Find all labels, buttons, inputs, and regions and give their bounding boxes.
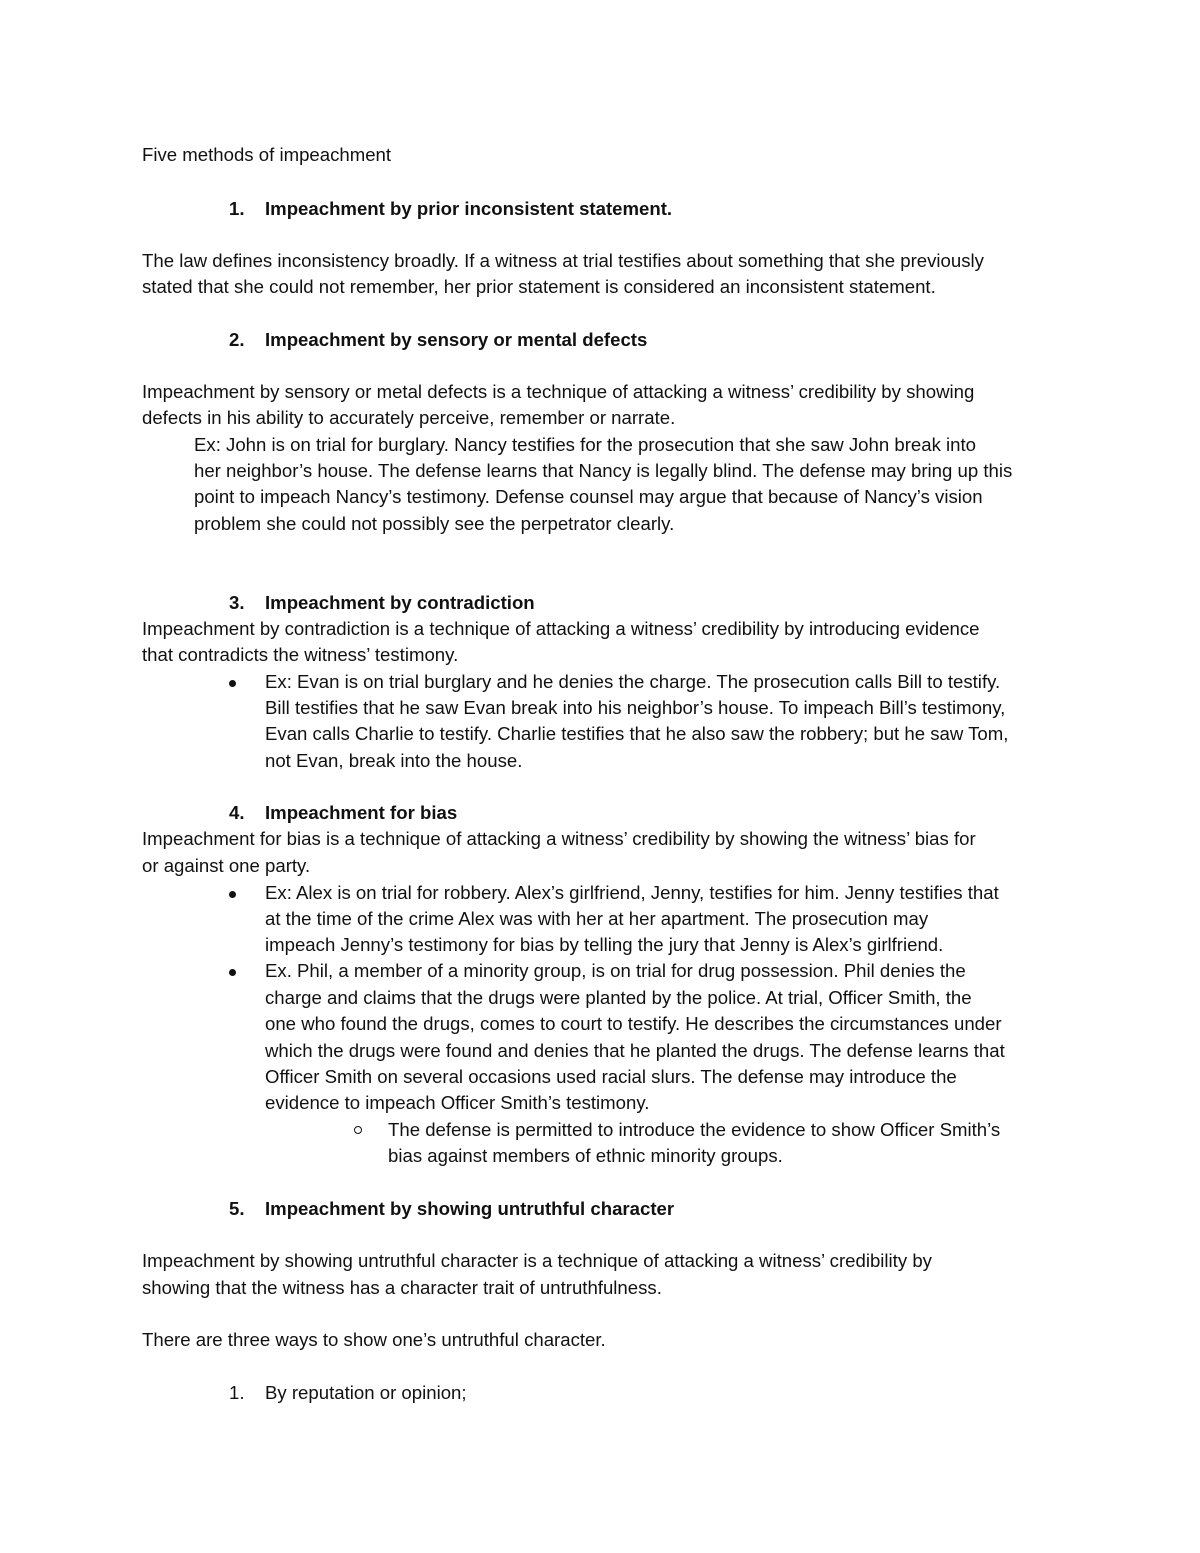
section-5-paragraph-line: Impeachment by showing untruthful character is a technique of attacking a witness’ credibility by [142,1250,932,1271]
section-3-bullet-line: Bill testifies that he saw Evan break into his neighbor’s house. To impeach Bill’s testimony, [265,697,1006,718]
section-3-number: 3. [229,592,245,613]
section-4-bullet-line: charge and claims that the drugs were planted by the police. At trial, Officer Smith, the [265,987,972,1008]
section-5-heading: Impeachment by showing untruthful character [265,1198,675,1219]
section-2-number: 2. [229,329,245,350]
section-4-paragraph-line: Impeachment for bias is a technique of attacking a witness’ credibility by showing the witness’ bias for [142,828,976,849]
section-3-bullet-line: not Evan, break into the house. [265,750,523,771]
section-3-paragraph-line: that contradicts the witness’ testimony. [142,644,459,665]
section-4-sub-bullet-line: The defense is permitted to introduce the evidence to show Officer Smith’s [388,1119,1001,1140]
section-4-bullet-line: one who found the drugs, comes to court to testify. He describes the circumstances under [265,1013,1002,1034]
list-item-text: By reputation or opinion; [265,1382,467,1403]
section-5-paragraph-line: showing that the witness has a character trait of untruthfulness. [142,1277,662,1298]
section-3-paragraph-line: Impeachment by contradiction is a technique of attacking a witness’ credibility by introducing evidence [142,618,980,639]
section-2-paragraph-line: Impeachment by sensory or metal defects is a technique of attacking a witness’ credibility by showing [142,381,975,402]
section-2-example-line: her neighbor’s house. The defense learns that Nancy is legally blind. The defense may bring up this [194,460,1013,481]
section-2-example-line: Ex: John is on trial for burglary. Nancy testifies for the prosecution that she saw John break into [194,434,977,455]
section-4-bullet-line: which the drugs were found and denies that he planted the drugs. The defense learns that [265,1040,1005,1061]
section-3-bullet-line: Ex: Evan is on trial burglary and he denies the charge. The prosecution calls Bill to testify. [265,671,1001,692]
document-title: Five methods of impeachment [142,144,392,165]
section-5-intro: There are three ways to show one’s untruthful character. [142,1329,606,1350]
bullet-icon [229,969,236,976]
section-4-sub-bullet-line: bias against members of ethnic minority groups. [388,1145,783,1166]
section-1-number: 1. [229,198,245,219]
section-2-heading: Impeachment by sensory or mental defects [265,329,648,350]
section-3-heading: Impeachment by contradiction [265,592,535,613]
section-2-example-line: problem she could not possibly see the perpetrator clearly. [194,513,675,534]
section-4-bullet-line: evidence to impeach Officer Smith’s testimony. [265,1092,650,1113]
section-1-paragraph-line: stated that she could not remember, her prior statement is considered an inconsistent statement. [142,276,936,297]
section-5-number: 5. [229,1198,245,1219]
section-4-number: 4. [229,802,245,823]
section-4-bullet-line: Ex. Phil, a member of a minority group, is on trial for drug possession. Phil denies the [265,960,966,981]
section-4-heading: Impeachment for bias [265,802,458,823]
section-4-bullet-line: Ex: Alex is on trial for robbery. Alex’s girlfriend, Jenny, testifies for him. Jenny testifies that [265,882,999,903]
section-1-heading: Impeachment by prior inconsistent statement. [265,198,673,219]
section-4-bullet-line: Officer Smith on several occasions used racial slurs. The defense may introduce the [265,1066,957,1087]
bullet-icon [229,680,236,687]
section-4-bullet-line: at the time of the crime Alex was with her at her apartment. The prosecution may [265,908,929,929]
sub-bullet-circle-icon [354,1126,362,1134]
section-2-paragraph-line: defects in his ability to accurately perceive, remember or narrate. [142,407,676,428]
section-4-paragraph-line: or against one party. [142,855,311,876]
section-3-bullet-line: Evan calls Charlie to testify. Charlie testifies that he also saw the robbery; but he saw Tom, [265,723,1009,744]
section-2-example-line: point to impeach Nancy’s testimony. Defense counsel may argue that because of Nancy’s vision [194,486,983,507]
section-1-paragraph-line: The law defines inconsistency broadly. If a witness at trial testifies about something that she previously [142,250,984,271]
bullet-icon [229,891,236,898]
list-item-number: 1. [229,1382,245,1403]
section-4-bullet-line: impeach Jenny’s testimony for bias by telling the jury that Jenny is Alex’s girlfriend. [265,934,944,955]
